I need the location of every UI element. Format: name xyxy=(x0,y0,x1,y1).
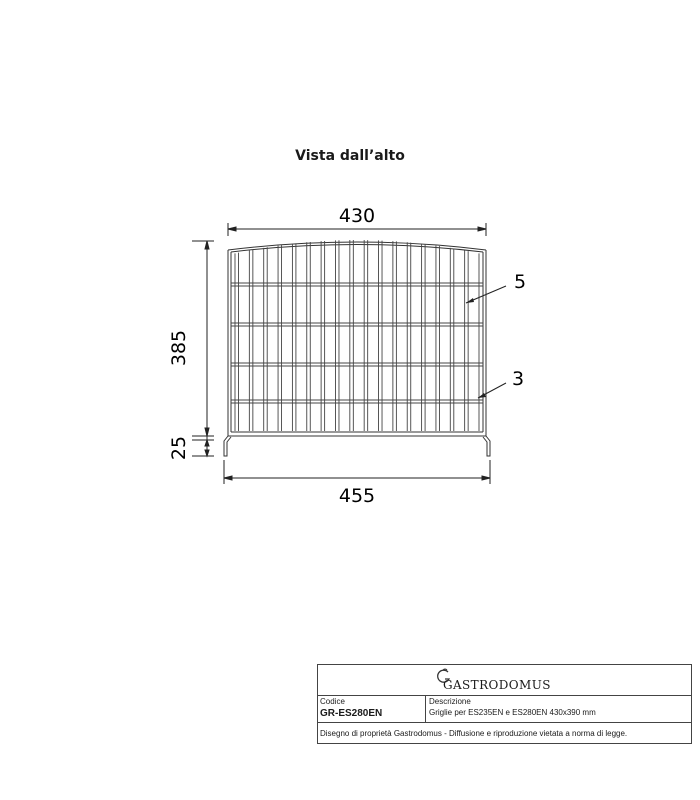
top-dimension-label: 430 xyxy=(338,205,376,227)
code-label: Codice xyxy=(320,697,345,706)
ownership-note: Disegno di proprietà Gastrodomus - Diffusione e riproduzione vietata a norma di legge. xyxy=(320,729,628,738)
code-cell xyxy=(318,696,426,722)
description-cell xyxy=(426,696,692,722)
depth-dimension xyxy=(192,241,214,456)
title-block-info-row xyxy=(318,696,691,723)
bottom-dimension-label: 455 xyxy=(338,485,376,507)
company-name: GASTRODOMUS xyxy=(443,678,551,692)
depth-dimension-label: 385 xyxy=(168,329,190,367)
code-value: GR-ES280EN xyxy=(320,708,383,719)
view-title: Vista dall’alto xyxy=(295,148,405,164)
title-block xyxy=(317,664,692,744)
callout-upper-label: 5 xyxy=(514,271,527,293)
description-label: Descrizione xyxy=(429,697,471,706)
callout-upper-arrow xyxy=(466,298,474,303)
grid-bars xyxy=(231,240,483,431)
foot-dimension-label: 25 xyxy=(168,435,190,461)
callout-lower-label: 3 xyxy=(512,368,525,390)
bottom-dimension xyxy=(224,460,490,484)
title-block-logo-row xyxy=(318,665,691,696)
description-value: Griglie per ES235EN e ES280EN 430x390 mm xyxy=(429,708,596,717)
